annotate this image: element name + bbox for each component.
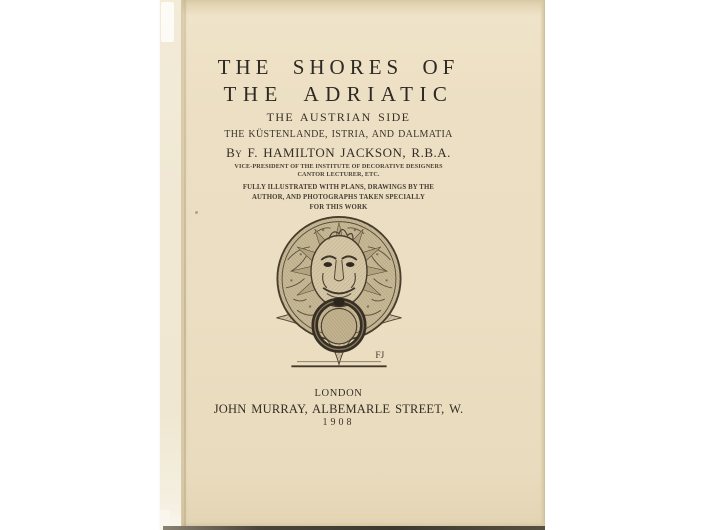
imprint-city: LONDON [314, 388, 363, 399]
artist-monogram: FJ [374, 350, 384, 361]
book-title-line1: THE SHORES OF [217, 55, 460, 79]
door-knocker-engraving-icon [269, 213, 409, 374]
imprint-year: 1908 [322, 417, 355, 428]
book-page [160, 0, 545, 530]
imprint-publisher: JOHN MURRAY, ALBEMARLE STREET, W. [213, 402, 464, 416]
page-right-edge [540, 0, 545, 530]
page-bottom-edge [163, 526, 545, 530]
illustration-note-line1: FULLY ILLUSTRATED WITH PLANS, DRAWINGS BY THE [242, 184, 435, 191]
book-subtitle: THE AUSTRIAN SIDE [266, 110, 411, 124]
author-credentials-line2: CANTOR LECTURER, ETC. [297, 171, 380, 178]
illustration-note-line2: AUTHOR, AND PHOTOGRAPHS TAKEN SPECIALLY [251, 194, 426, 201]
ornament-container [166, 213, 511, 374]
title-page-content [166, 0, 511, 530]
author-byline: By F. HAMILTON JACKSON, R.B.A. [226, 145, 451, 160]
illustration-note-line3: FOR THIS WORK [309, 204, 368, 211]
book-region-line: THE KÜSTENLANDE, ISTRIA, AND DALMATIA [224, 129, 453, 140]
author-credentials-line1: VICE-PRESIDENT OF THE INSTITUTE OF DECORATIVE DESIGNERS [234, 163, 443, 170]
book-title-line2: THE ADRIATIC [223, 82, 454, 106]
